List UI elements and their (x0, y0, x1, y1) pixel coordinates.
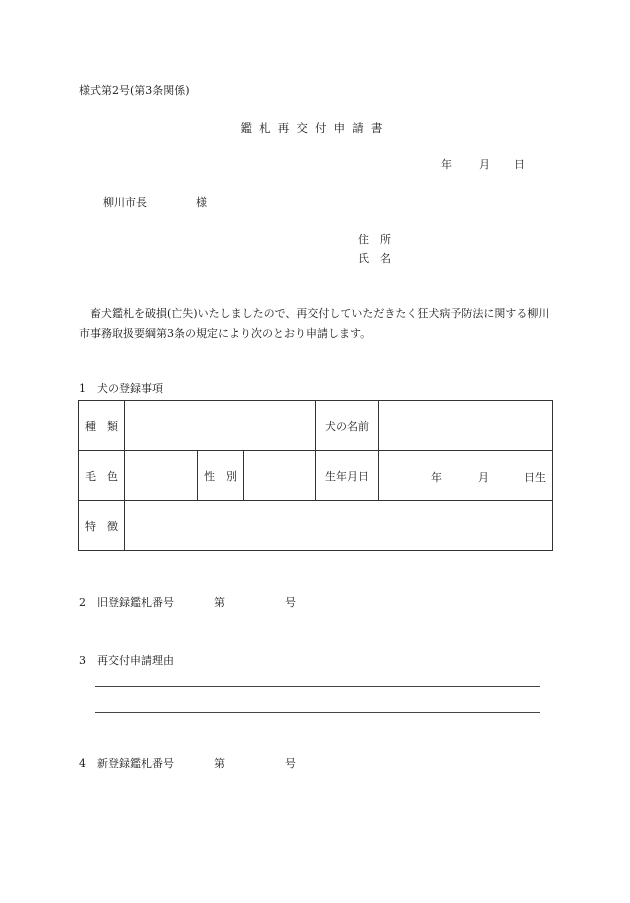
birth-day-label: 日生 (524, 470, 547, 484)
table-row (79, 451, 553, 501)
birth-date-label-text: 生年月日 (325, 469, 370, 483)
sex-label (198, 451, 244, 501)
section2-heading: 2 旧登録鑑札番号 (79, 596, 174, 609)
color-field[interactable] (125, 451, 198, 501)
document-title: 鑑札再交付申請書 (240, 121, 390, 135)
old-tag-prefix: 第 (214, 596, 225, 609)
dog-name-label-text: 犬の名前 (325, 419, 370, 433)
birth-date-field[interactable] (379, 451, 553, 501)
kind-label-text: 種 類 (85, 419, 118, 433)
old-tag-suffix: 号 (285, 596, 296, 609)
applicant-address-label: 住 所 (358, 233, 391, 246)
features-label-text: 特 徴 (85, 519, 118, 533)
date-day-label: 日 (514, 158, 525, 171)
sex-label-text: 性 別 (204, 469, 237, 483)
dog-name-field[interactable] (379, 401, 553, 451)
body-paragraph: 畜犬鑑札を破損(亡失)いたしましたので、再交付していただきたく狂犬病予防法に関する柳川市事務取扱要綱第3条の規定により次のとおり申請します。 (79, 307, 550, 340)
features-label (79, 501, 125, 551)
form-number: 様式第2号(第3条関係) (79, 84, 190, 97)
reason-line-1[interactable] (95, 686, 540, 687)
color-label (79, 451, 125, 501)
new-tag-prefix: 第 (214, 757, 225, 770)
new-tag-suffix: 号 (285, 757, 296, 770)
section3-heading: 3 再交付申請理由 (79, 654, 174, 667)
table-row (79, 401, 553, 451)
birth-month-label: 月 (478, 470, 490, 484)
addressee-name: 柳川市長 (103, 196, 147, 209)
features-field[interactable] (125, 501, 553, 551)
date-month-label: 月 (479, 158, 490, 171)
section1-heading: 1 犬の登録事項 (79, 382, 163, 395)
addressee-honorific: 様 (196, 196, 207, 209)
table-row (79, 501, 553, 551)
dog-registration-table (78, 400, 553, 551)
reason-line-2[interactable] (95, 712, 540, 713)
birth-year-label: 年 (431, 470, 443, 484)
date-year-label: 年 (441, 158, 452, 171)
color-label-text: 毛 色 (85, 469, 118, 483)
kind-field[interactable] (125, 401, 316, 451)
applicant-name-label: 氏 名 (358, 252, 391, 265)
kind-label (79, 401, 125, 451)
birth-date-label (316, 451, 379, 501)
section4-heading: 4 新登録鑑札番号 (79, 757, 174, 770)
dog-name-label (316, 401, 379, 451)
sex-field[interactable] (244, 451, 316, 501)
